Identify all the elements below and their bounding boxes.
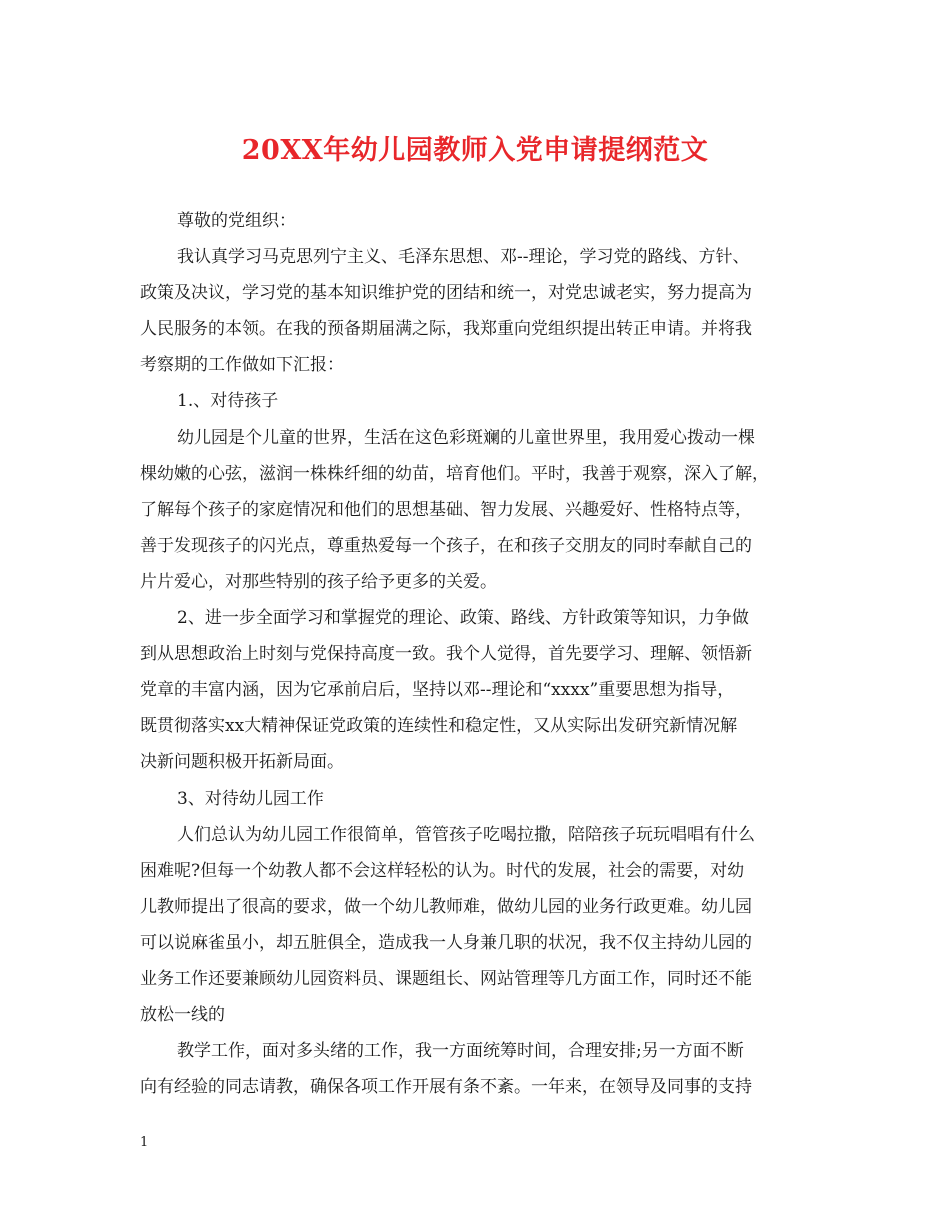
- body-line: 人民服务的本领。在我的预备期届满之际，我郑重向党组织提出转正申请。并将我: [140, 319, 752, 340]
- body-line: 幼儿园是个儿童的世界，生活在这色彩斑斓的儿童世界里，我用爱心拨动一棵: [177, 427, 755, 448]
- body-line: 考察期的工作做如下汇报：: [140, 355, 344, 376]
- body-line: 善于发现孩子的闪光点，尊重热爱每一个孩子，在和孩子交朋友的同时奉献自己的: [140, 535, 752, 556]
- body-line: 党章的丰富内涵，因为它承前启后，坚持以邓--理论和“xxxx”重要思想为指导，: [140, 680, 735, 701]
- body-line: 到从思想政治上时刻与党保持高度一致。我个人觉得，首先要学习、理解、领悟新: [140, 644, 752, 665]
- body-line: 困难呢?但每一个幼教人都不会这样轻松的认为。时代的发展，社会的需要，对幼: [140, 860, 745, 881]
- body-line: 尊敬的党组织：: [177, 211, 296, 231]
- body-line: 既贯彻落实xx大精神保证党政策的连续性和稳定性，又从实际出发研究新情况解: [140, 716, 738, 737]
- body-line: 向有经验的同志请教，确保各项工作开展有条不紊。一年来，在领导及同事的支持: [140, 1077, 752, 1098]
- document-title: 20XX年幼儿园教师入党申请提纲范文: [241, 135, 709, 166]
- body-line: 政策及决议，学习党的基本知识维护党的团结和统一，对党忠诚老实，努力提高为: [140, 283, 752, 304]
- section-heading: 1.、对待孩子: [177, 391, 279, 412]
- body-line: 了解每个孩子的家庭情况和他们的思想基础、智力发展、兴趣爱好、性格特点等，: [140, 499, 752, 520]
- body-line: 业务工作还要兼顾幼儿园资料员、课题组长、网站管理等几方面工作，同时还不能: [140, 968, 752, 989]
- body-line: 教学工作，面对多头绪的工作，我一方面统筹时间，合理安排;另一方面不断: [177, 1041, 744, 1062]
- body-line: 我认真学习马克思列宁主义、毛泽东思想、邓--理论，学习党的路线、方针、: [177, 247, 750, 268]
- body-line: 棵幼嫩的心弦，滋润一株株纤细的幼苗，培育他们。平时，我善于观察，深入了解，: [140, 463, 769, 484]
- body-line: 人们总认为幼儿园工作很简单，管管孩子吃喝拉撒，陪陪孩子玩玩唱唱有什么: [177, 824, 755, 845]
- body-line: 片片爱心，对那些特别的孩子给予更多的关爱。: [140, 571, 497, 592]
- body-line: 决新问题积极开拓新局面。: [140, 752, 344, 773]
- body-line: 儿教师提出了很高的要求，做一个幼儿教师难，做幼儿园的业务行政更难。幼儿园: [140, 896, 752, 917]
- page-number: 1: [140, 1135, 149, 1150]
- body-line: 放松一线的: [140, 1005, 225, 1026]
- body-line: 2、进一步全面学习和掌握党的理论、政策、路线、方针政策等知识，力争做: [177, 608, 749, 629]
- section-heading: 3、对待幼儿园工作: [177, 788, 324, 809]
- body-line: 可以说麻雀虽小，却五脏俱全，造成我一人身兼几职的状况，我不仅主持幼儿园的: [140, 932, 752, 953]
- document-body: [140, 203, 820, 1105]
